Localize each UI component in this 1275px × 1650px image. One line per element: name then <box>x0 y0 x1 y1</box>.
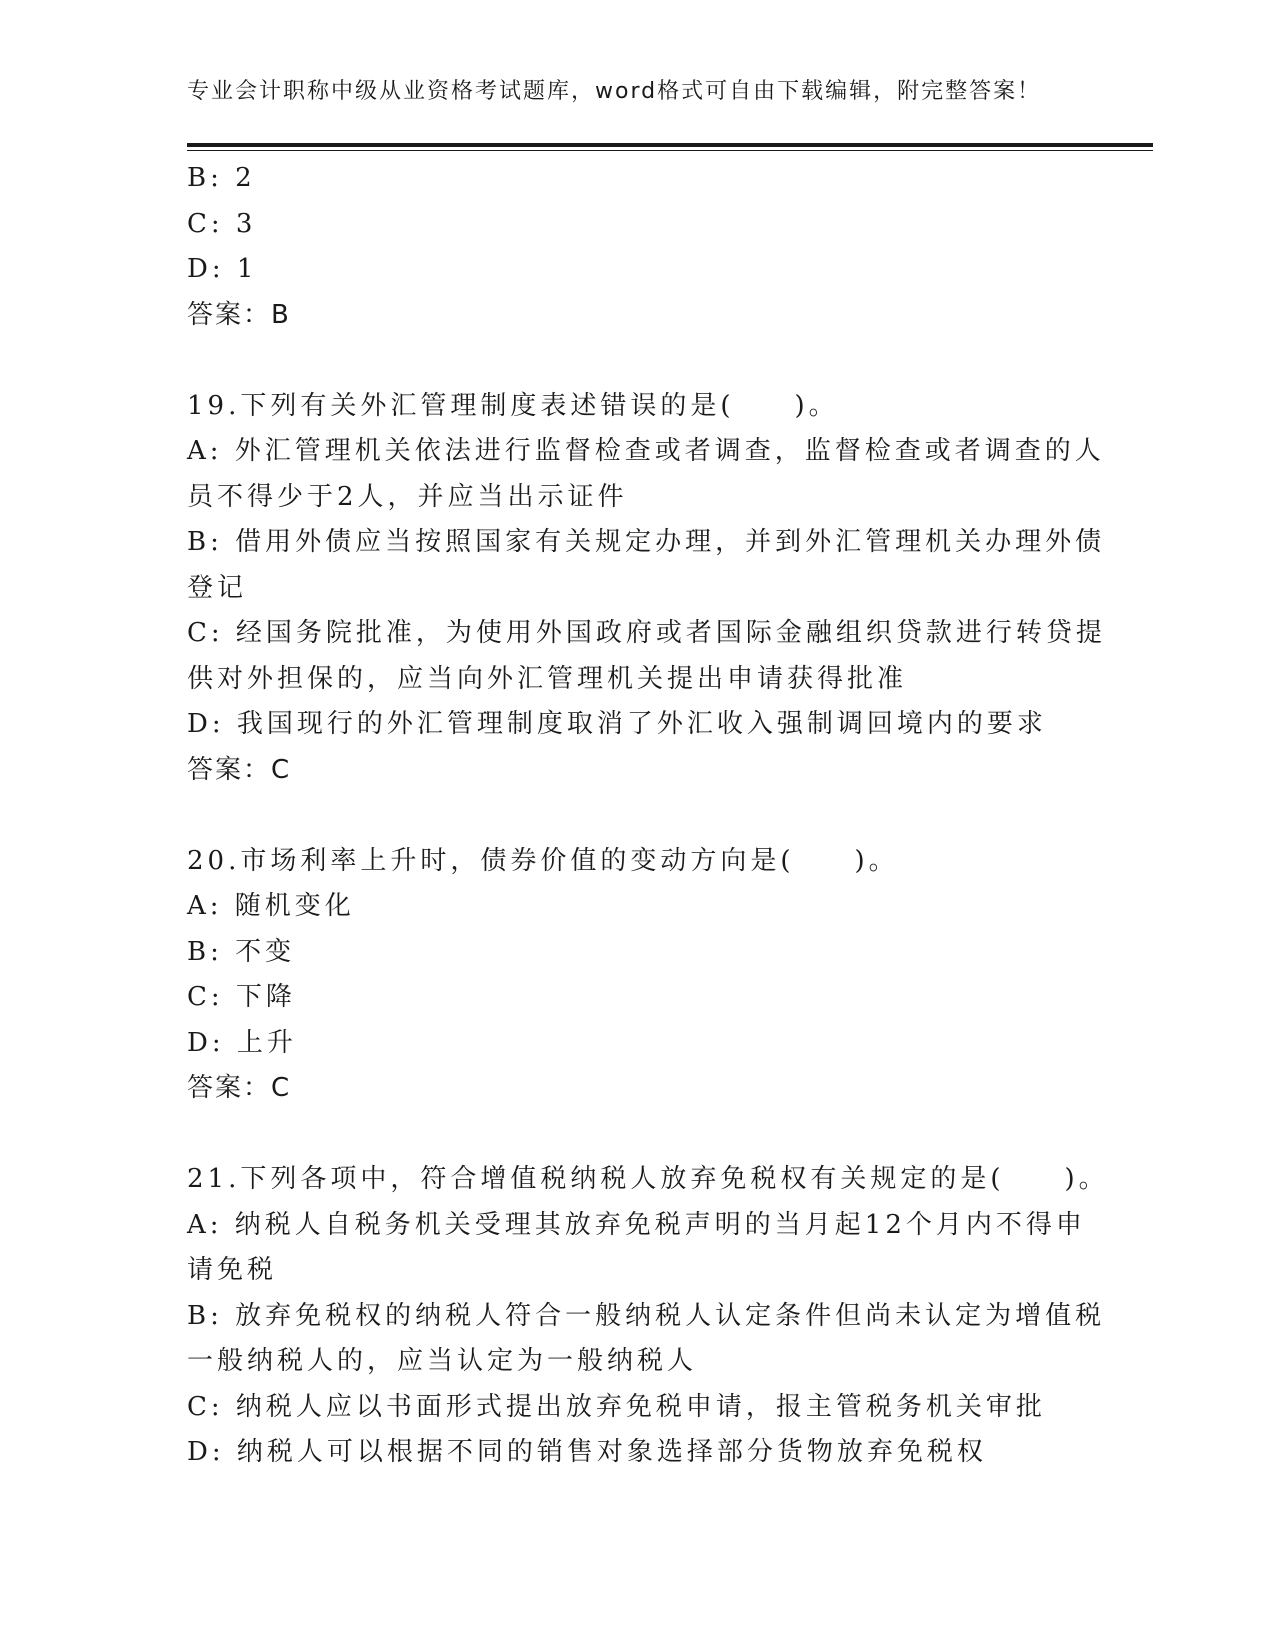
spacer <box>187 1112 1087 1158</box>
option-line: D: 纳税人可以根据不同的销售对象选择部分货物放弃免税权 <box>187 1437 987 1467</box>
option-line: B: 2 <box>187 163 256 193</box>
question-stem: 20.市场利率上升时，债券价值的变动方向是( )。 <box>187 845 899 876</box>
option-line: B: 放弃免税权的纳税人符合一般纳税人认定条件但尚未认定为增值税 <box>187 1300 1106 1331</box>
option-line: D: 1 <box>187 254 258 284</box>
answer-line: 答案：C <box>187 754 292 785</box>
question-19 <box>187 384 1106 794</box>
question-stem: 19.下列有关外汇管理制度表述错误的是( )。 <box>187 390 839 421</box>
option-line: D: 我国现行的外汇管理制度取消了外汇收入强制调回境内的要求 <box>187 709 1047 739</box>
option-line: 登记 <box>187 572 248 603</box>
option-line: B: 不变 <box>187 936 296 967</box>
option-line: D: 上升 <box>187 1027 297 1058</box>
question-20 <box>187 839 1087 1112</box>
option-line: C: 下降 <box>187 982 296 1012</box>
option-line: A: 外汇管理机关依法进行监督检查或者调查，监督检查或者调查的人 <box>187 436 1105 466</box>
option-line: 请免税 <box>187 1255 278 1285</box>
answer-line: 答案：B <box>187 299 291 330</box>
option-line: C: 纳税人应以书面形式提出放弃免税申请，报主管税务机关审批 <box>187 1391 1046 1422</box>
header-rule-thick <box>187 143 1153 147</box>
option-line: 员不得少于2人，并应当出示证件 <box>187 481 628 512</box>
page-header: 专业会计职称中级从业资格考试题库，word格式可自由下载编辑，附完整答案！ <box>187 79 1042 104</box>
question-stem: 21.下列各项中，符合增值税纳税人放弃免税权有关规定的是( )。 <box>187 1164 1109 1194</box>
prev-question <box>187 156 1087 338</box>
header-rule-thin <box>187 150 1153 151</box>
document-body <box>187 156 1109 1476</box>
question-21 <box>187 1157 1109 1476</box>
option-line: C: 3 <box>187 208 257 239</box>
option-line: A: 纳税人自税务机关受理其放弃免税声明的当月起12个月内不得申 <box>187 1209 1086 1240</box>
option-line: 一般纳税人的，应当认定为一般纳税人 <box>187 1346 698 1376</box>
option-line: A: 随机变化 <box>187 891 355 921</box>
option-line: 供对外担保的，应当向外汇管理机关提出申请获得批准 <box>187 663 908 694</box>
spacer <box>187 793 1087 839</box>
option-line: C: 经国务院批准，为使用外国政府或者国际金融组织贷款进行转贷提 <box>187 618 1106 648</box>
option-line: B: 借用外债应当按照国家有关规定办理，并到外汇管理机关办理外债 <box>187 527 1106 557</box>
answer-line: 答案：C <box>187 1073 292 1103</box>
spacer <box>187 338 1087 384</box>
